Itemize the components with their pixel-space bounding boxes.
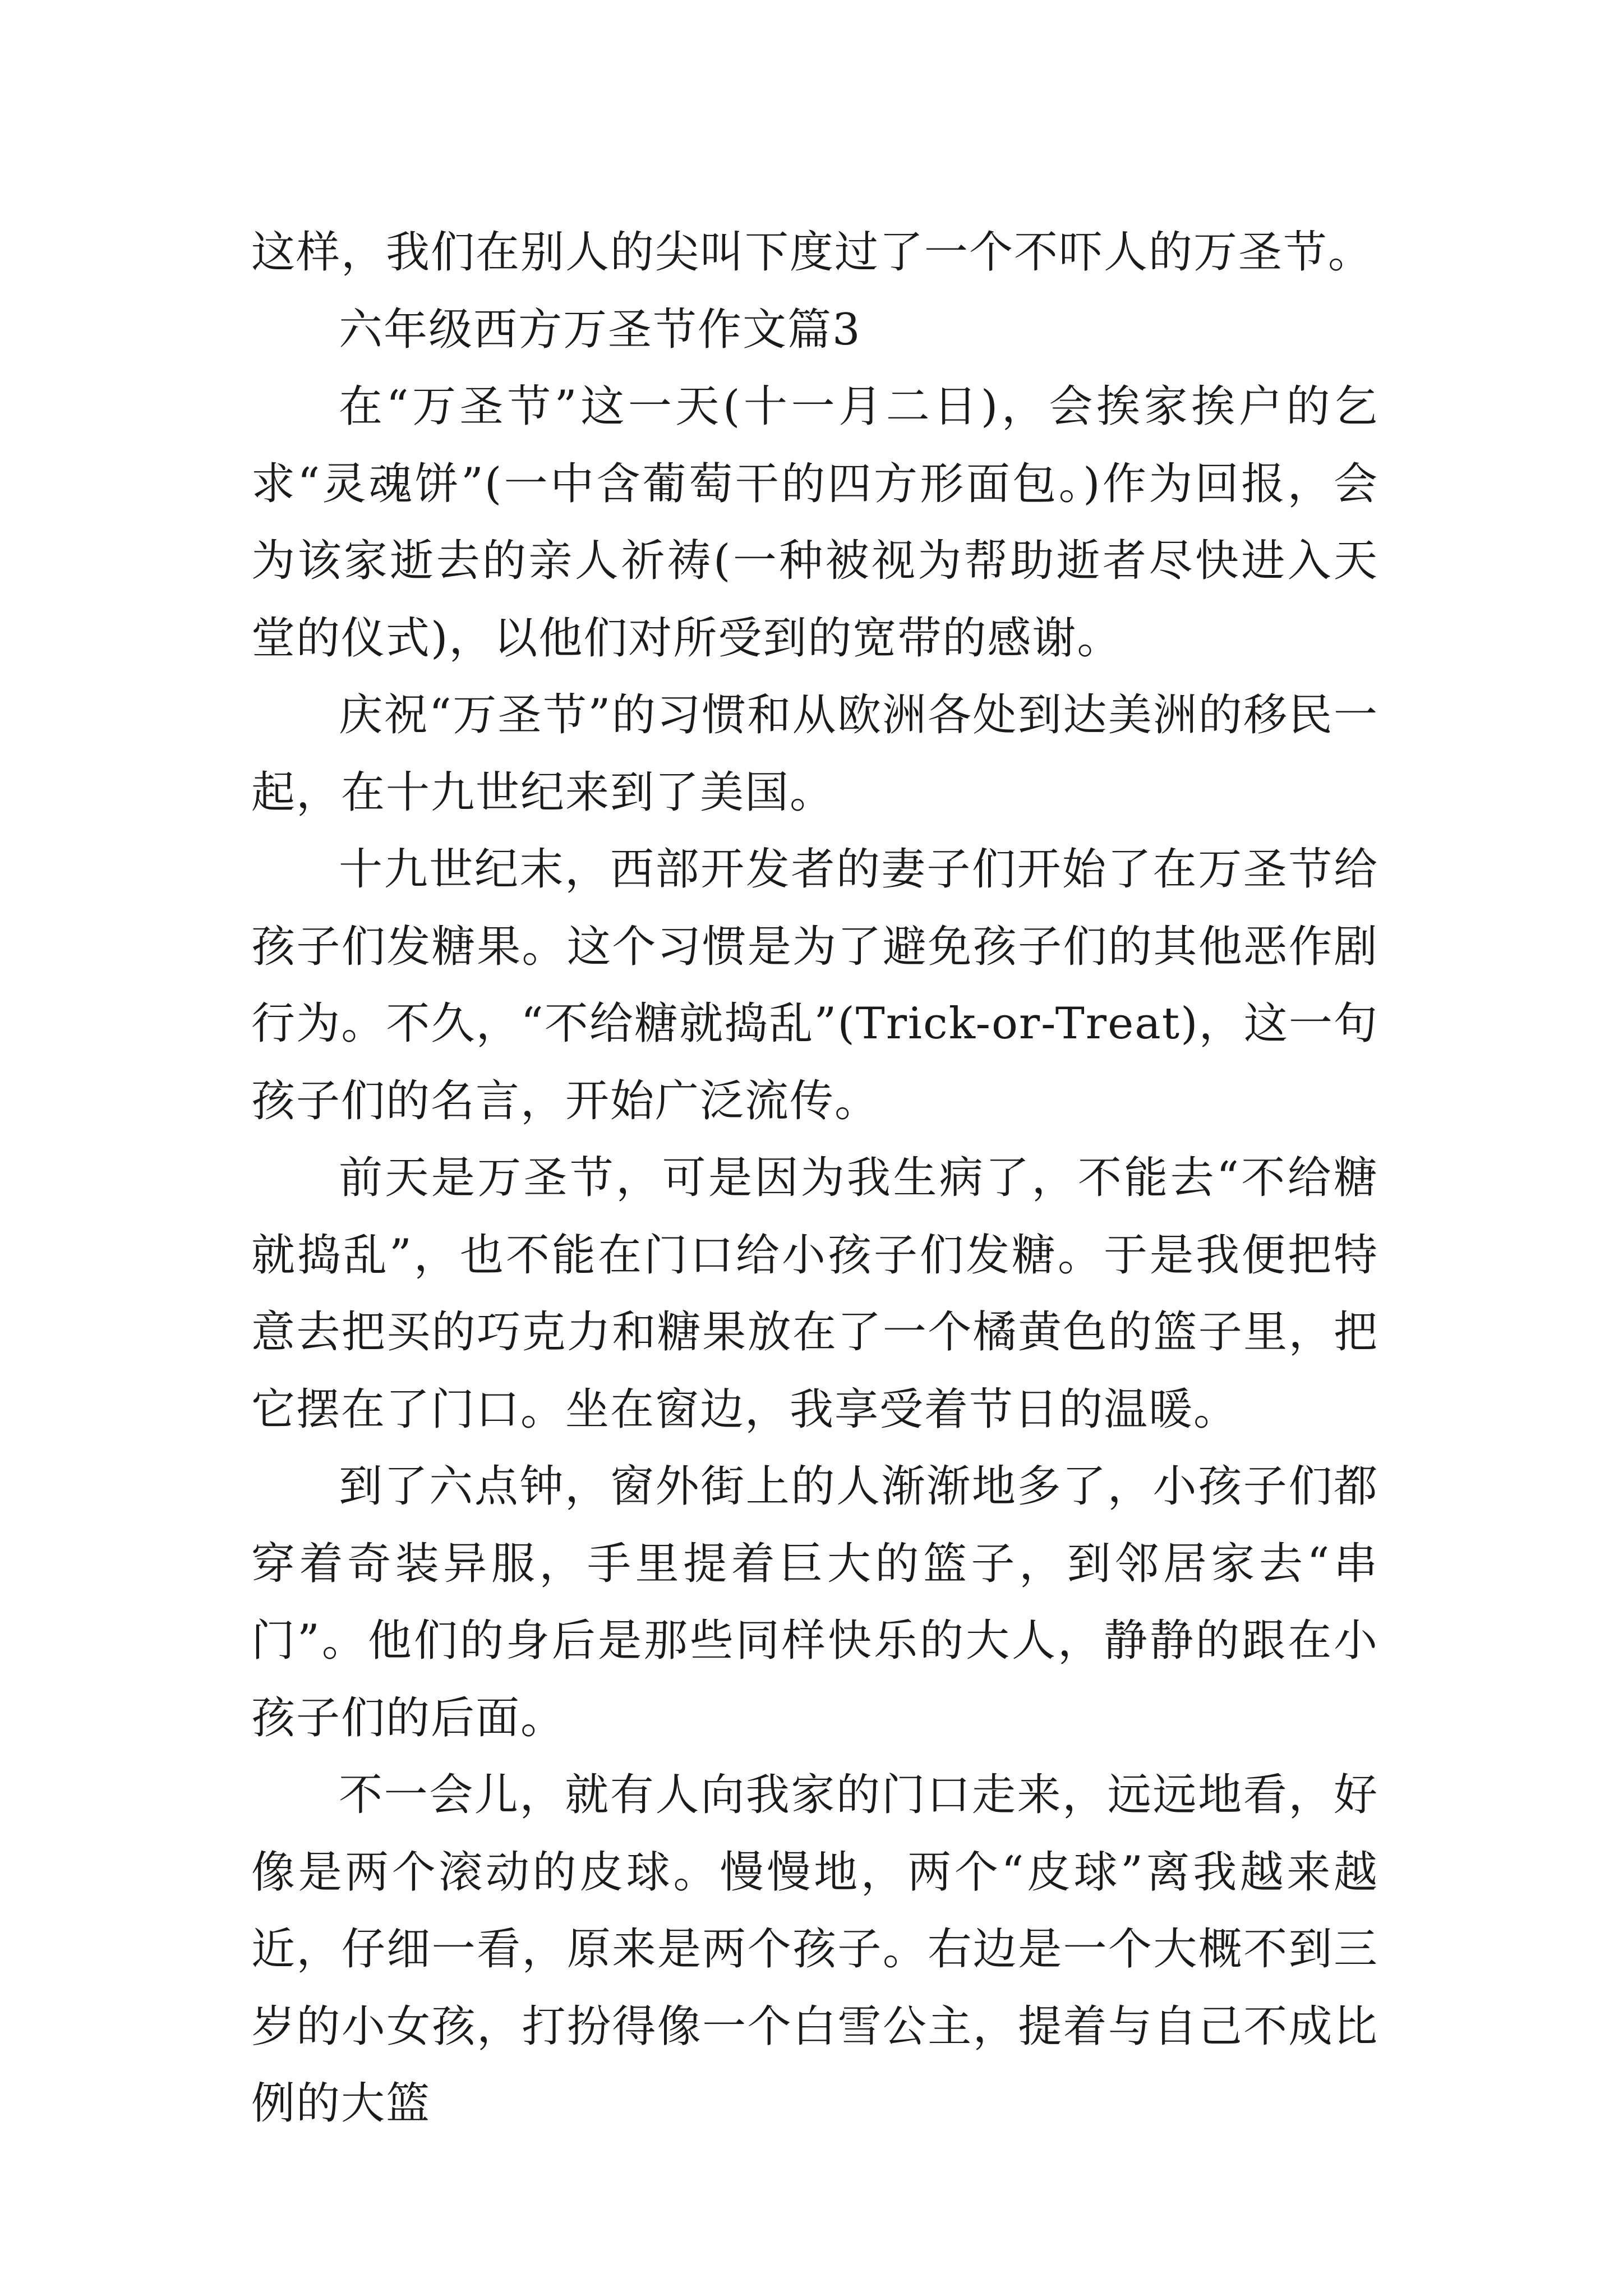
document-body — [251, 214, 1378, 2143]
paragraph-8: 不一会儿，就有人向我家的门口走来，远远地看，好像是两个滚动的皮球。慢慢地，两个“皮球”离我越来越近，仔细一看，原来是两个孩子。右边是一个大概不到三岁的小女孩，打扮得像一个白雪公主，提着与自己不成比例的大篮 — [251, 1770, 1378, 2129]
paragraph-7: 到了六点钟，窗外街上的人渐渐地多了，小孩子们都穿着奇装异服，手里提着巨大的篮子，到邻居家去“串门”。他们的身后是那些同样快乐的大人，静静的跟在小孩子们的后面。 — [251, 1461, 1378, 1743]
paragraph-6: 前天是万圣节，可是因为我生病了，不能去“不给糖就捣乱”，也不能在门口给小孩子们发糖。于是我便把特意去把买的巧克力和糖果放在了一个橘黄色的篮子里，把它摆在了门口。坐在窗边，我享受着节日的温暖。 — [251, 1153, 1378, 1435]
paragraph-5: 十九世纪末，西部开发者的妻子们开始了在万圣节给孩子们发糖果。这个习惯是为了避免孩子们的其他恶作剧行为。不久，“不给糖就捣乱”(Trick-or-Treat)，这一句孩子们的名言，开始广泛流传。 — [251, 844, 1378, 1126]
paragraph-3: 在“万圣节”这一天(十一月二日)，会挨家挨户的乞求“灵魂饼”(一中含葡萄干的四方形面包。)作为回报，会为该家逝去的亲人祈祷(一种被视为帮助逝者尽快进入天堂的仪式)，以他们对所受到的宽带的感谢。 — [251, 381, 1378, 664]
paragraph-4: 庆祝“万圣节”的习惯和从欧洲各处到达美洲的移民一起，在十九世纪来到了美国。 — [251, 690, 1378, 818]
paragraph-1: 这样，我们在别人的尖叫下度过了一个不吓人的万圣节。 — [251, 227, 1373, 278]
section-heading: 六年级西方万圣节作文篇3 — [339, 304, 861, 355]
